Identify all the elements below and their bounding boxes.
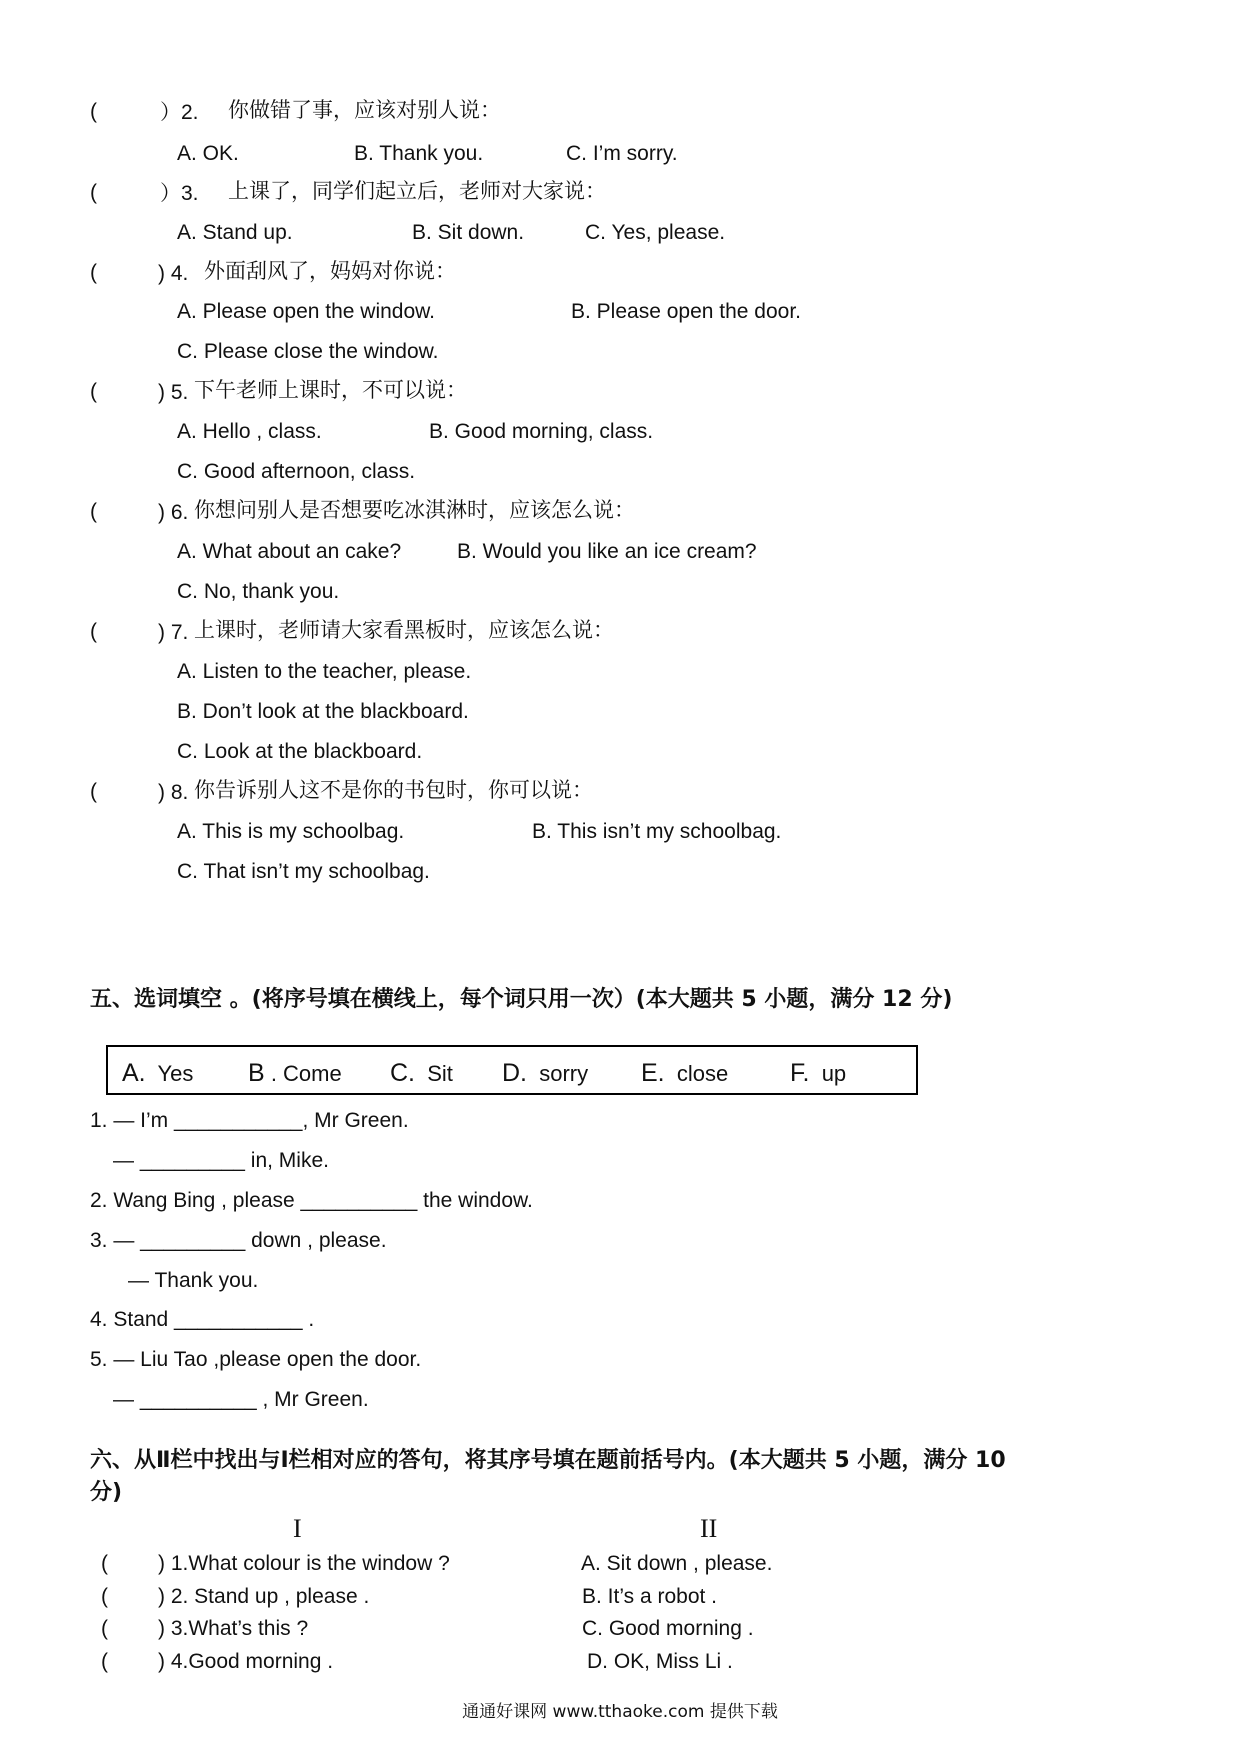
answer-paren: (	[101, 1585, 108, 1608]
section-6-title: 六、从Ⅱ栏中找出与Ⅰ栏相对应的答句，将其序号填在题前括号内。(本大题共 5 小题，满分 10	[90, 1448, 1006, 1473]
option-c: C. No, thank you.	[177, 580, 340, 603]
question-stem: 你告诉别人这不是你的书包时，你可以说：	[194, 778, 593, 802]
word-bank-item: B . Come	[248, 1059, 342, 1087]
fill-line: — __________ , Mr Green.	[113, 1388, 369, 1411]
option-b: B. Would you like an ice cream?	[457, 540, 757, 563]
option-c: C. Yes, please.	[585, 221, 726, 244]
match-answer: A. Sit down , please.	[581, 1552, 773, 1575]
fill-line: 5. — Liu Tao ,please open the door.	[90, 1348, 422, 1371]
question-stem: 上课了，同学们起立后，老师对大家说：	[228, 179, 606, 203]
answer-paren: (	[101, 1552, 108, 1575]
option-a: A. Stand up.	[177, 221, 293, 244]
section-6-title-cont: 分)	[90, 1480, 123, 1505]
option-a: A. This is my schoolbag.	[177, 820, 405, 843]
option-c: C. Please close the window.	[177, 340, 439, 363]
match-answer: B. It’s a robot .	[582, 1585, 718, 1608]
match-answer: D. OK, Miss Li .	[587, 1650, 733, 1673]
answer-paren: (	[90, 500, 97, 523]
match-question: ) 1.What colour is the window ?	[158, 1552, 450, 1575]
option-b: B. Don’t look at the blackboard.	[177, 700, 469, 723]
option-a: A. OK.	[177, 142, 239, 165]
fill-line: 3. — _________ down , please.	[90, 1229, 387, 1252]
word-bank-item: A. Yes	[122, 1059, 194, 1087]
word-bank-item: D. sorry	[502, 1059, 589, 1087]
question-number: ) 7.	[158, 621, 189, 644]
word-bank-item: E. close	[641, 1059, 729, 1087]
answer-paren: (	[90, 620, 97, 643]
match-question: ) 4.Good morning .	[158, 1650, 334, 1673]
match-question: ) 2. Stand up , please .	[158, 1585, 370, 1608]
question-number: ) 8.	[158, 781, 189, 804]
question-stem: 上课时，老师请大家看黑板时，应该怎么说：	[194, 618, 614, 642]
answer-paren: (	[90, 261, 97, 284]
question-number: ) 5.	[158, 381, 189, 404]
question-number: ）3.	[160, 182, 199, 205]
fill-line: 4. Stand ___________ .	[90, 1308, 315, 1331]
fill-line: — Thank you.	[128, 1269, 259, 1292]
column-1-header: I	[293, 1514, 302, 1543]
word-bank-box	[106, 1045, 918, 1095]
option-a: A. Please open the window.	[177, 300, 436, 323]
option-b: B. Sit down.	[412, 221, 525, 244]
page-footer: 通通好课网 www.tthaoke.com 提供下载	[462, 1702, 778, 1722]
match-question: ) 3.What’s this ?	[158, 1617, 309, 1640]
answer-paren: (	[90, 181, 97, 204]
option-a: A. What about an cake?	[177, 540, 402, 563]
answer-paren: (	[90, 780, 97, 803]
option-c: C. Good afternoon, class.	[177, 460, 416, 483]
fill-line: 2. Wang Bing , please __________ the window.	[90, 1189, 533, 1212]
option-a: A. Listen to the teacher, please.	[177, 660, 472, 683]
section-5-title: 五、选词填空 。(将序号填在横线上，每个词只用一次）(本大题共 5 小题，满分 12 分)	[90, 987, 953, 1012]
option-b: B. Thank you.	[354, 142, 484, 165]
answer-paren: (	[101, 1617, 108, 1640]
fill-line: 1. — I’m ___________, Mr Green.	[90, 1109, 409, 1132]
answer-paren: (	[90, 380, 97, 403]
option-c: C. I’m sorry.	[566, 142, 678, 165]
question-number: ) 4.	[158, 262, 189, 285]
question-stem: 下午老师上课时，不可以说：	[194, 378, 467, 402]
option-c: C. That isn’t my schoolbag.	[177, 860, 430, 883]
fill-line: — _________ in, Mike.	[113, 1149, 329, 1172]
question-number: ）2.	[160, 101, 199, 124]
question-number: ) 6.	[158, 501, 189, 524]
option-b: B. Good morning, class.	[429, 420, 654, 443]
question-stem: 你做错了事，应该对别人说：	[228, 98, 501, 122]
option-b: B. This isn’t my schoolbag.	[532, 820, 782, 843]
option-b: B. Please open the door.	[571, 300, 802, 323]
word-bank-item: F. up	[790, 1059, 847, 1087]
column-2-header: II	[700, 1514, 718, 1543]
option-c: C. Look at the blackboard.	[177, 740, 423, 763]
word-bank-item: C. Sit	[390, 1059, 453, 1087]
question-stem: 外面刮风了，妈妈对你说：	[204, 259, 456, 283]
question-stem: 你想问别人是否想要吃冰淇淋时，应该怎么说：	[194, 498, 635, 522]
answer-paren: (	[90, 100, 97, 123]
match-answer: C. Good morning .	[582, 1617, 754, 1640]
option-a: A. Hello , class.	[177, 420, 322, 443]
answer-paren: (	[101, 1650, 108, 1673]
